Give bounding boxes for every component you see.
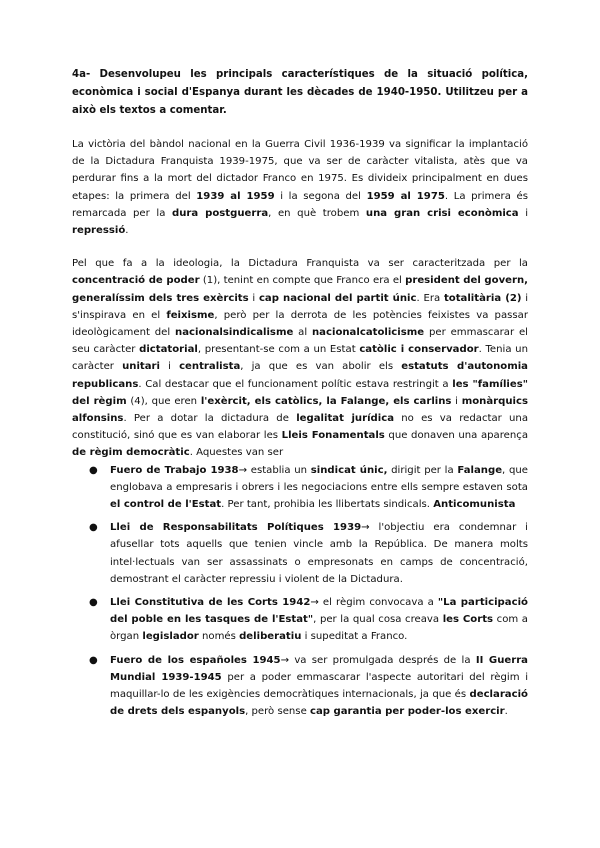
text: dirigit per la	[387, 464, 458, 476]
bold-text: "La participació del poble en les tasques de l'Estat"	[110, 597, 528, 626]
text: al	[293, 327, 312, 339]
list-item-llei-constitutiva-corts	[72, 594, 528, 646]
bold-text: Anticomunista	[433, 499, 516, 511]
bold-text: repressió	[72, 225, 126, 237]
text: i	[518, 207, 529, 219]
question-heading: 4a- Desenvolupeu les principals característiques de la situació política, econòmica i social d'Espanya durant les dècades de 1940-1950. Utilitzeu per a això els textos a comentar.	[72, 69, 528, 116]
bold-text: nacionalcatolicisme	[312, 327, 425, 339]
bold-text: concentració de poder	[72, 275, 200, 287]
text: i supeditat a Franco.	[301, 631, 408, 643]
bullet-icon: ●	[89, 464, 98, 476]
bullet-icon: ●	[89, 522, 98, 534]
bold-text: sindicat únic,	[310, 464, 388, 476]
bold-text: legislador	[142, 631, 199, 643]
text: , presentant-se com a un Estat	[197, 344, 360, 356]
text: només	[198, 631, 240, 643]
text: i s'inspirava en el	[72, 292, 529, 321]
bold-text: 1939 al 1959	[196, 190, 275, 202]
bold-text: cap nacional del partit únic	[258, 292, 417, 304]
bold-text: declaració de drets dels espanyols	[110, 689, 528, 718]
bold-text: Llei de Responsabilitats Polítiques 1939	[110, 522, 362, 534]
bold-text: l'exèrcit, els catòlics, la Falange, els carlins	[200, 395, 452, 407]
text: .	[125, 225, 129, 237]
bold-text: Falange	[457, 464, 503, 476]
bold-text: una gran crisi econòmica	[365, 207, 519, 219]
bold-text: Fuero de Trabajo 1938	[110, 464, 239, 476]
text: , però sense	[245, 706, 310, 718]
text: , que englobava a empresaris i obrers i les negociacions entre ells sempre estaven sota	[110, 464, 528, 493]
text: → establia un	[238, 464, 311, 476]
text: → l'objectiu era condemnar i afusellar tots aquells que tenien vincle amb la República. De manera molts intel·lectuals van ser assassinats o empresonats en camps de concentració, demostrant el caràcter repressiu i violent de la Dictadura.	[110, 522, 528, 585]
text: (1), tenint en compte que Franco era el	[199, 275, 406, 287]
list-item-responsabilitats-politiques	[72, 519, 528, 588]
text: . Per tant, prohibia les llibertats sindicals.	[221, 499, 434, 511]
bold-text: feixisme	[166, 309, 215, 321]
text: no es va redactar una constitució, sinó que es van elaborar les	[72, 413, 529, 442]
text: per a poder emmascarar l'aspecte autoritari del règim i maquillar-lo de les exigències democràtiques internacionals, ja que és	[110, 671, 528, 701]
bold-text: centralista	[179, 361, 241, 373]
text: . Era	[416, 292, 444, 304]
bold-text: dictatorial	[139, 344, 198, 356]
list-item-fuero-de-los-espanoles	[72, 652, 528, 721]
text: .	[504, 706, 508, 718]
text: , ja que es van abolir els	[240, 361, 402, 373]
fundamental-laws-list	[72, 462, 528, 721]
text: . La primera és remarcada per la	[72, 190, 528, 219]
bold-text: estatuts d'autonomia republicans	[72, 361, 528, 390]
bold-text: Lleis Fonamentals	[281, 430, 385, 442]
text: com a òrgan	[110, 614, 528, 643]
bold-text: Llei Constitutiva de les Corts 1942	[110, 597, 311, 609]
bold-text: totalitària (2)	[443, 292, 522, 304]
text: , per la qual cosa creava	[313, 614, 443, 626]
text: La victòria del bàndol nacional en la Guerra Civil 1936-1939 va significar la implantació de la Dictadura Franquista 1939-1975, que va ser de caràcter vitalista, atès que va perdurar fins a la mort del dictador Franco en 1975. Es divideix principalment en dues etapes: la primera del	[72, 139, 528, 202]
bold-text: dura postguerra	[172, 207, 269, 219]
bold-text: les "famílies" del règim	[72, 378, 528, 407]
bold-text: legalitat jurídica	[296, 413, 395, 425]
text: i la segona del	[274, 190, 367, 202]
text: i	[248, 292, 259, 304]
text: . Aquestes van ser	[189, 447, 284, 459]
text: . Tenia un caràcter	[72, 344, 528, 373]
text: i	[159, 361, 180, 373]
bold-text: president del govern, generalíssim dels tres exèrcits	[72, 275, 529, 304]
bold-text: nacionalsindicalisme	[175, 327, 294, 339]
text: i	[451, 395, 462, 407]
text: Pel que fa a la ideologia, la Dictadura Franquista va ser caracteritzada per la	[72, 258, 528, 270]
text: → va ser promulgada després de la	[280, 654, 476, 666]
text: , en què trobem	[268, 207, 366, 219]
bold-text: Fuero de los españoles 1945	[110, 654, 281, 666]
bold-text: les Corts	[442, 614, 494, 626]
bold-text: deliberatiu	[239, 631, 302, 643]
text: que donaven una aparença	[384, 430, 529, 442]
list-item-fuero-de-trabajo	[72, 462, 528, 514]
text: , però per la derrota de les potències feixistes va passar ideològicament del	[72, 309, 528, 339]
bold-text: cap garantia per poder-los exercir	[309, 706, 505, 718]
text: → el règim convocava a	[310, 597, 438, 609]
bold-text: de règim democràtic	[72, 447, 190, 459]
text: . Per a dotar la dictadura de	[123, 413, 297, 425]
bold-text: catòlic i conservador	[359, 344, 479, 356]
text: (4), que eren	[126, 395, 201, 407]
paragraph-ideology	[72, 255, 528, 461]
bold-text: unitari	[122, 361, 160, 373]
bold-text: 1959 al 1975	[366, 190, 445, 202]
text: . Cal destacar que el funcionament polític estava restringit a	[138, 378, 453, 390]
bold-text: monàrquics alfonsins	[72, 395, 529, 425]
bullet-icon: ●	[89, 654, 98, 666]
paragraph-introduction	[72, 136, 528, 239]
text: per emmascarar el seu caràcter	[72, 327, 528, 356]
bold-text: II Guerra Mundial 1939-1945	[110, 654, 528, 683]
document-page	[72, 66, 528, 727]
bold-text: el control de l'Estat	[110, 499, 222, 511]
bullet-icon: ●	[89, 597, 98, 609]
